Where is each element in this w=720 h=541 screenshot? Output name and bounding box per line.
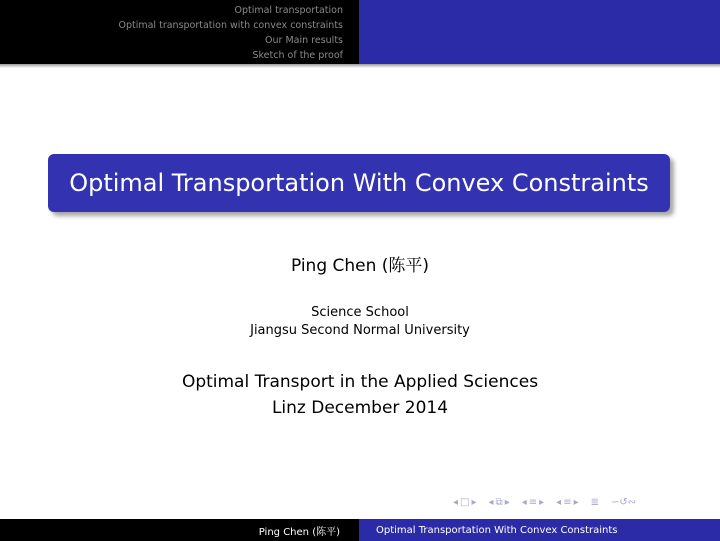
slide-title: Optimal Transportation With Convex Constraints bbox=[69, 169, 649, 197]
footer-bar bbox=[0, 519, 720, 541]
header-shadow bbox=[0, 64, 720, 68]
frame-prev-icon[interactable]: ◂ bbox=[453, 497, 459, 508]
header-bar bbox=[0, 0, 720, 64]
footer-title: Optimal Transportation With Convex Constraints bbox=[376, 524, 618, 536]
institution-line-2: Jiangsu Second Normal University bbox=[250, 323, 470, 338]
navigation-symbols bbox=[453, 497, 636, 509]
footer-title-panel bbox=[359, 519, 720, 541]
section-icon[interactable]: ≡ bbox=[528, 497, 538, 508]
frame-icon[interactable]: □ bbox=[460, 497, 470, 508]
section-nav bbox=[118, 3, 343, 63]
author-name: Ping Chen (陈平) bbox=[290, 256, 430, 276]
footer-author-panel bbox=[0, 519, 359, 541]
align-icon[interactable]: ≣ bbox=[590, 497, 600, 508]
event-date: Linz December 2014 bbox=[271, 398, 449, 418]
section-prev-icon[interactable]: ◂ bbox=[521, 497, 527, 508]
event-name: Optimal Transport in the Applied Sciences bbox=[181, 372, 539, 392]
slide-prev-icon[interactable]: ◂ bbox=[556, 497, 562, 508]
institution-line-1: Science School bbox=[311, 305, 409, 320]
header-section-panel bbox=[0, 0, 359, 64]
footer-author: Ping Chen (陈平) bbox=[258, 526, 340, 538]
slide-next-icon[interactable]: ▸ bbox=[573, 497, 579, 508]
slide-icon[interactable]: ≡ bbox=[563, 497, 572, 508]
subsection-icon[interactable]: ⧉ bbox=[495, 497, 503, 508]
frame-next-icon[interactable]: ▸ bbox=[471, 497, 477, 508]
section-link-sketch-of-proof[interactable]: Sketch of the proof bbox=[252, 50, 343, 61]
section-next-icon[interactable]: ▸ bbox=[539, 497, 545, 508]
header-subsection-panel bbox=[359, 0, 720, 64]
subsection-prev-icon[interactable]: ◂ bbox=[488, 497, 494, 508]
section-link-optimal-transportation[interactable]: Optimal transportation bbox=[234, 5, 343, 16]
search-icon[interactable]: ∽↺∾ bbox=[611, 497, 637, 508]
section-link-main-results[interactable]: Our Main results bbox=[265, 35, 343, 46]
section-link-convex-constraints[interactable]: Optimal transportation with convex constraints bbox=[118, 20, 343, 31]
subsection-next-icon[interactable]: ▸ bbox=[504, 497, 510, 508]
title-block bbox=[48, 154, 670, 212]
